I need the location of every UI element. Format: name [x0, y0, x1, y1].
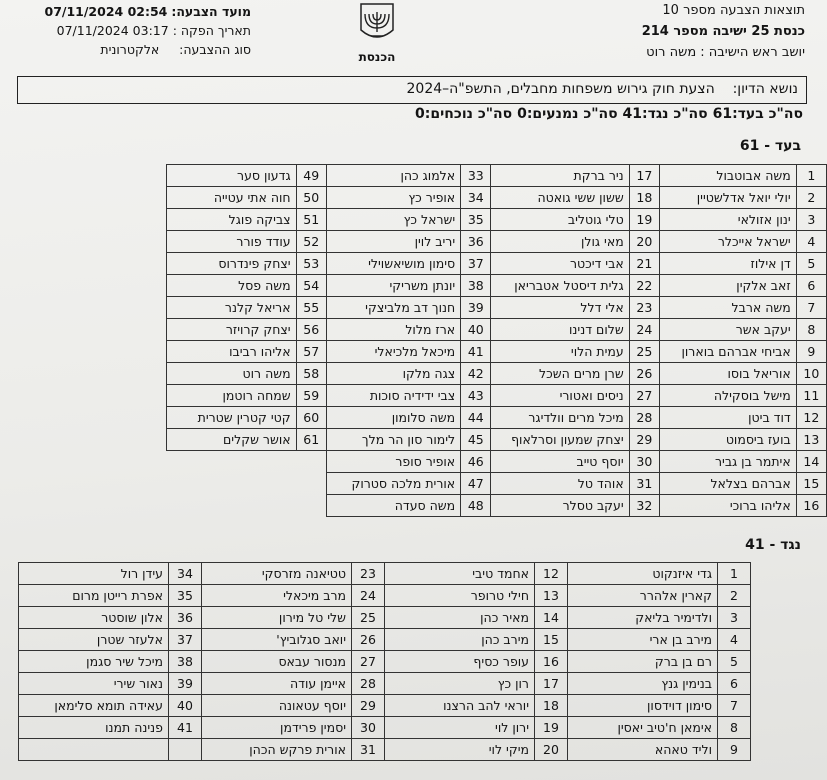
member-name: יצחק קרויזר	[167, 319, 297, 341]
member-name: ישראל אייכלר	[659, 231, 796, 253]
member-number: 26	[629, 363, 659, 385]
member-name: נאור שירי	[19, 673, 169, 695]
print-date-label: תאריך הפקה :	[172, 23, 251, 38]
member-name: ינון אזולאי	[659, 209, 796, 231]
menorah-icon	[357, 0, 397, 44]
member-name: משה פסל	[167, 275, 297, 297]
for-section-title: בעד - 61	[739, 138, 801, 154]
table-row	[19, 651, 751, 673]
session-info	[555, 0, 805, 63]
member-name: אחמד טיבי	[385, 563, 535, 585]
member-name: יולי יואל אדלשטיין	[659, 187, 796, 209]
member-name: מישל בוסקילה	[659, 385, 796, 407]
member-number: 15	[535, 629, 568, 651]
member-number: 7	[718, 695, 751, 717]
member-number: 43	[461, 385, 491, 407]
table-row	[167, 385, 827, 407]
member-name: ירון לוי	[385, 717, 535, 739]
vote-type-row	[36, 40, 251, 59]
member-name: אברהם בצלאל	[659, 473, 796, 495]
member-number: 52	[296, 231, 326, 253]
member-name: פנינה תמנו	[19, 717, 169, 739]
emblem-label: הכנסת	[358, 50, 396, 64]
member-name: שרן מרים השכל	[491, 363, 629, 385]
member-name: וליד טאהא	[568, 739, 718, 761]
member-name: חוה אתי עטייה	[167, 187, 297, 209]
member-number: 28	[352, 673, 385, 695]
member-name: עמית הלוי	[491, 341, 629, 363]
member-name: אלון שוסטר	[19, 607, 169, 629]
member-name: יוראי להב הרצנו	[385, 695, 535, 717]
member-number: 36	[169, 607, 202, 629]
vote-meta	[36, 2, 251, 59]
member-number: 9	[796, 341, 826, 363]
member-name: רון כץ	[385, 673, 535, 695]
table-row	[19, 629, 751, 651]
document-title: תוצאות הצבעה מספר 10	[662, 3, 805, 18]
member-name: משה אבוטבול	[659, 165, 796, 187]
table-row	[167, 429, 827, 451]
table-row	[167, 407, 827, 429]
member-name: יצחק פינדרוס	[167, 253, 297, 275]
member-name: יצחק שמעון וסרלאוף	[491, 429, 629, 451]
member-name: חנוך דב מלביצקי	[326, 297, 460, 319]
member-name: אלעזר שטרן	[19, 629, 169, 651]
vote-type-value: אלקטרונית	[100, 42, 160, 57]
table-row	[167, 275, 827, 297]
member-number: 17	[535, 673, 568, 695]
vote-type-label: סוג ההצבעה:	[179, 42, 251, 57]
member-number: 12	[535, 563, 568, 585]
member-number: 5	[796, 253, 826, 275]
member-name: משה רוט	[167, 363, 297, 385]
member-number: 4	[718, 629, 751, 651]
member-name: משה סלומון	[326, 407, 460, 429]
member-number: 51	[296, 209, 326, 231]
member-name: יריב לוין	[326, 231, 460, 253]
member-name: אורית פרקש הכהן	[202, 739, 352, 761]
print-date-row	[36, 21, 251, 40]
member-number: 17	[629, 165, 659, 187]
member-number: 20	[629, 231, 659, 253]
session-chair-line: יושב ראש הישיבה : משה רוט	[646, 45, 805, 60]
member-number: 2	[796, 187, 826, 209]
member-name: רם בן ברק	[568, 651, 718, 673]
member-name: משה סעדה	[326, 495, 460, 517]
member-number: 7	[796, 297, 826, 319]
member-number: 47	[461, 473, 491, 495]
member-name: צבי ידידיה סוכות	[326, 385, 460, 407]
member-number: 34	[169, 563, 202, 585]
member-number: 19	[629, 209, 659, 231]
member-name: משה ארבל	[659, 297, 796, 319]
member-name: אוהד טל	[491, 473, 629, 495]
member-number: 22	[629, 275, 659, 297]
member-name: מיכל מרים וולדיגר	[491, 407, 629, 429]
table-row	[167, 495, 827, 517]
member-name: אלי דלל	[491, 297, 629, 319]
member-number	[296, 473, 326, 495]
member-number: 46	[461, 451, 491, 473]
member-number: 41	[169, 717, 202, 739]
member-number: 10	[796, 363, 826, 385]
table-row	[19, 563, 751, 585]
member-number: 27	[629, 385, 659, 407]
member-name: איימן עודה	[202, 673, 352, 695]
member-name: ניסים ואטורי	[491, 385, 629, 407]
member-number: 24	[629, 319, 659, 341]
member-number: 13	[535, 585, 568, 607]
member-name: אוריאל בוסו	[659, 363, 796, 385]
table-row	[19, 717, 751, 739]
member-number: 39	[169, 673, 202, 695]
member-number: 36	[461, 231, 491, 253]
knesset-session-line: כנסת 25 ישיבה מספר 214	[641, 24, 805, 39]
member-number: 21	[629, 253, 659, 275]
discussion-topic	[17, 76, 807, 104]
member-name: יסמין פרידמן	[202, 717, 352, 739]
member-number: 2	[718, 585, 751, 607]
member-name: אליהו ברוכי	[659, 495, 796, 517]
member-number: 35	[169, 585, 202, 607]
member-name	[167, 473, 297, 495]
member-number: 5	[718, 651, 751, 673]
member-name: טטיאנה מזרסקי	[202, 563, 352, 585]
member-number: 59	[296, 385, 326, 407]
member-name: עודד פורר	[167, 231, 297, 253]
table-row	[19, 607, 751, 629]
member-number: 45	[461, 429, 491, 451]
member-number: 8	[718, 717, 751, 739]
member-name: אפרת רייטן מרום	[19, 585, 169, 607]
member-number: 28	[629, 407, 659, 429]
member-number: 11	[796, 385, 826, 407]
member-number: 26	[352, 629, 385, 651]
member-number: 61	[296, 429, 326, 451]
vote-time-value: 07/11/2024 02:54	[44, 4, 168, 19]
member-name: סימון מושיאשוילי	[326, 253, 460, 275]
member-number: 25	[629, 341, 659, 363]
member-name: אליהו רביבו	[167, 341, 297, 363]
member-name: יונתן משריקי	[326, 275, 460, 297]
member-number: 34	[461, 187, 491, 209]
table-row	[19, 739, 751, 761]
member-number: 19	[535, 717, 568, 739]
member-number: 54	[296, 275, 326, 297]
for-votes-table	[166, 164, 827, 517]
member-number: 32	[629, 495, 659, 517]
member-name: יואב סגלוביץ'	[202, 629, 352, 651]
member-number: 16	[796, 495, 826, 517]
member-number: 14	[796, 451, 826, 473]
vote-time-label: מועד הצבעה:	[171, 4, 251, 19]
member-number: 8	[796, 319, 826, 341]
member-name: לימור סון הר מלך	[326, 429, 460, 451]
member-name: אופיר כץ	[326, 187, 460, 209]
table-row	[167, 253, 827, 275]
member-name: שמחה רוטמן	[167, 385, 297, 407]
knesset-emblem	[352, 0, 402, 70]
member-number: 16	[535, 651, 568, 673]
member-name: שלי טל מירון	[202, 607, 352, 629]
member-name: יעקב אשר	[659, 319, 796, 341]
member-number: 38	[169, 651, 202, 673]
member-number: 31	[352, 739, 385, 761]
member-number: 41	[461, 341, 491, 363]
table-row	[167, 209, 827, 231]
table-row	[167, 341, 827, 363]
member-name: עופר כסיף	[385, 651, 535, 673]
member-number	[169, 739, 202, 761]
table-row	[167, 451, 827, 473]
against-section-title: נגד - 41	[745, 537, 801, 553]
member-number: 55	[296, 297, 326, 319]
member-name: ששון ששי גואטה	[491, 187, 629, 209]
vote-time-row	[36, 2, 251, 21]
member-name: צביקה פוגל	[167, 209, 297, 231]
member-name: אריאל קלנר	[167, 297, 297, 319]
member-number: 48	[461, 495, 491, 517]
member-name: יעקב טסלר	[491, 495, 629, 517]
member-name: קטי קטרין שטרית	[167, 407, 297, 429]
member-number: 6	[796, 275, 826, 297]
member-name: קארין אלהרר	[568, 585, 718, 607]
member-number: 44	[461, 407, 491, 429]
member-number: 29	[629, 429, 659, 451]
member-name: מאיר כהן	[385, 607, 535, 629]
member-name: גלית דיסטל אטבריאן	[491, 275, 629, 297]
member-number: 38	[461, 275, 491, 297]
member-name: אורית מלכה סטרוק	[326, 473, 460, 495]
member-name: איתמר בן גביר	[659, 451, 796, 473]
member-number: 60	[296, 407, 326, 429]
member-number: 29	[352, 695, 385, 717]
table-row	[167, 297, 827, 319]
table-row	[167, 363, 827, 385]
member-number: 58	[296, 363, 326, 385]
member-name	[167, 495, 297, 517]
member-number: 12	[796, 407, 826, 429]
member-name: גדי איזנקוט	[568, 563, 718, 585]
member-number: 23	[629, 297, 659, 319]
member-number: 30	[629, 451, 659, 473]
against-votes-table	[18, 562, 751, 761]
member-number: 14	[535, 607, 568, 629]
member-number: 33	[461, 165, 491, 187]
member-name: מרב מיכאלי	[202, 585, 352, 607]
member-number: 6	[718, 673, 751, 695]
member-name: שלום דנינו	[491, 319, 629, 341]
member-name: חילי טרופר	[385, 585, 535, 607]
member-name: ישראל כץ	[326, 209, 460, 231]
member-number: 15	[796, 473, 826, 495]
member-name: ניר ברקת	[491, 165, 629, 187]
table-row	[167, 187, 827, 209]
member-name: יוסף טייב	[491, 451, 629, 473]
table-row	[19, 695, 751, 717]
member-number: 35	[461, 209, 491, 231]
member-number: 9	[718, 739, 751, 761]
member-number: 42	[461, 363, 491, 385]
member-number: 1	[718, 563, 751, 585]
member-name: אביחי אברהם בוארון	[659, 341, 796, 363]
member-number: 23	[352, 563, 385, 585]
member-name: מיכל שיר סגמן	[19, 651, 169, 673]
member-number: 37	[461, 253, 491, 275]
member-number: 18	[629, 187, 659, 209]
member-number: 53	[296, 253, 326, 275]
member-name: סימון דוידסון	[568, 695, 718, 717]
member-name: אבי דיכטר	[491, 253, 629, 275]
member-number: 37	[169, 629, 202, 651]
vote-totals: סה"כ בעד:61 סה"כ נגד:41 סה"כ נמנעים:0 סה"כ נוכחים:0	[415, 106, 803, 122]
member-number	[296, 495, 326, 517]
member-name: אושר שקלים	[167, 429, 297, 451]
member-name	[167, 451, 297, 473]
member-number: 49	[296, 165, 326, 187]
member-number: 50	[296, 187, 326, 209]
member-name: גדעון סער	[167, 165, 297, 187]
topic-label: נושא הדיון:	[732, 81, 798, 97]
member-number: 4	[796, 231, 826, 253]
member-name: מירב בן ארי	[568, 629, 718, 651]
member-number: 24	[352, 585, 385, 607]
member-number: 27	[352, 651, 385, 673]
table-row	[167, 165, 827, 187]
member-number: 3	[796, 209, 826, 231]
member-name: דוד ביטן	[659, 407, 796, 429]
member-number: 18	[535, 695, 568, 717]
member-number: 1	[796, 165, 826, 187]
member-number: 13	[796, 429, 826, 451]
member-name: עידן רול	[19, 563, 169, 585]
member-number: 31	[629, 473, 659, 495]
member-number	[296, 451, 326, 473]
member-number: 56	[296, 319, 326, 341]
table-row	[167, 231, 827, 253]
print-date-value: 07/11/2024 03:17	[56, 23, 169, 38]
member-name: צגה מלקו	[326, 363, 460, 385]
member-name: מיכאל מלכיאלי	[326, 341, 460, 363]
table-row	[19, 673, 751, 695]
topic-text: הצעת חוק גירוש משפחות מחבלים, התשפ"ה–2024	[406, 81, 715, 97]
member-number: 57	[296, 341, 326, 363]
member-name: מירב כהן	[385, 629, 535, 651]
table-row	[167, 319, 827, 341]
member-name: טלי גוטליב	[491, 209, 629, 231]
member-number: 39	[461, 297, 491, 319]
member-name: אופיר סופר	[326, 451, 460, 473]
member-name: אימאן ח'טיב יאסין	[568, 717, 718, 739]
member-number: 40	[169, 695, 202, 717]
member-name: דן אילוז	[659, 253, 796, 275]
table-row	[167, 473, 827, 495]
member-number: 20	[535, 739, 568, 761]
member-name: עאידה תומא סלימאן	[19, 695, 169, 717]
member-name: בועז ביסמוט	[659, 429, 796, 451]
member-name: זאב אלקין	[659, 275, 796, 297]
member-number: 40	[461, 319, 491, 341]
member-number: 25	[352, 607, 385, 629]
member-name: אלמוג כהן	[326, 165, 460, 187]
member-number: 3	[718, 607, 751, 629]
member-name: ארז מלול	[326, 319, 460, 341]
member-name: יוסף עטאונה	[202, 695, 352, 717]
table-row	[19, 585, 751, 607]
member-name: בנימין גנץ	[568, 673, 718, 695]
member-number: 30	[352, 717, 385, 739]
member-name: מאי גולן	[491, 231, 629, 253]
member-name: ולדימיר בליאק	[568, 607, 718, 629]
member-name: מיקי לוי	[385, 739, 535, 761]
member-name: מנסור עבאס	[202, 651, 352, 673]
member-name	[19, 739, 169, 761]
